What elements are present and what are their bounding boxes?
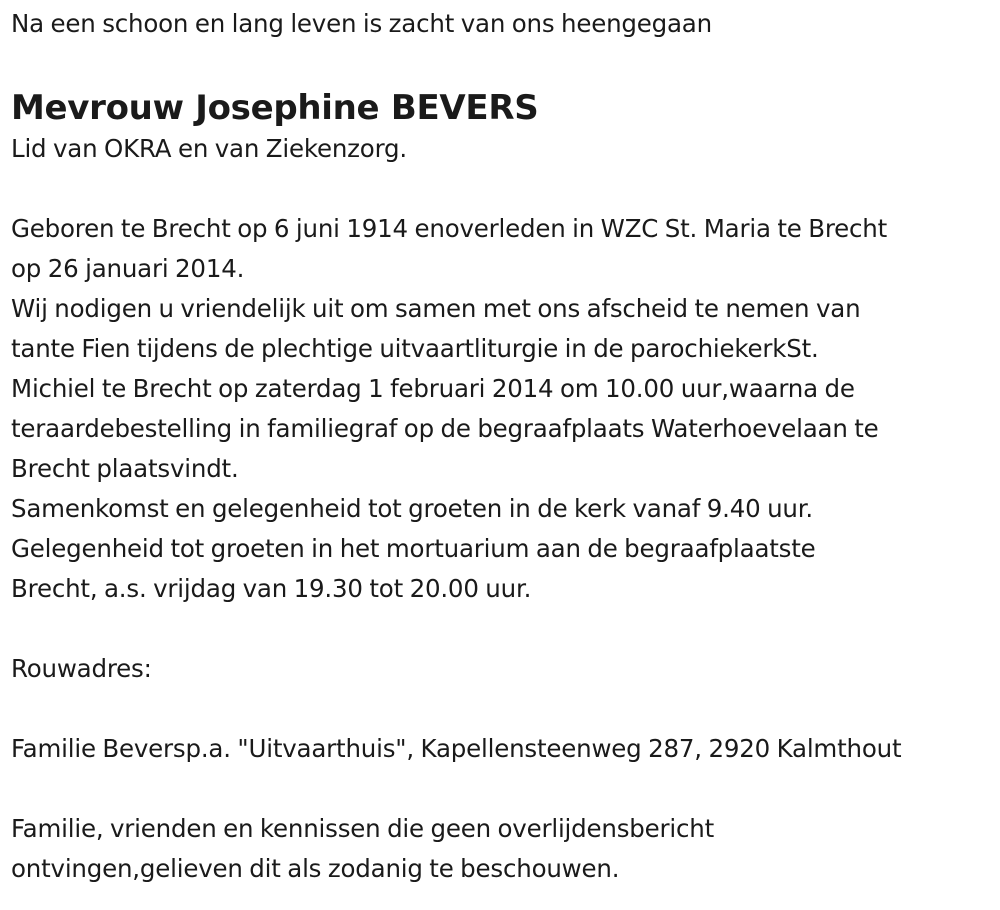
details-paragraph — [11, 209, 996, 609]
details-line: Michiel te Brecht op zaterdag 1 februari 2014 om 10.00 uur,waarna de — [11, 374, 855, 403]
mourning-address: Familie Beversp.a. "Uitvaarthuis", Kapellensteenweg 287, 2920 Kalmthout — [11, 734, 902, 763]
closing-paragraph — [11, 809, 996, 889]
details-line: Gelegenheid tot groeten in het mortuarium aan de begraafplaatste — [11, 534, 816, 563]
spacer — [11, 769, 996, 809]
details-line: Samenkomst en gelegenheid tot groeten in de kerk vanaf 9.40 uur. — [11, 494, 813, 523]
deceased-name: Mevrouw Josephine BEVERS — [11, 88, 539, 128]
spacer — [11, 169, 996, 209]
obituary-notice — [11, 0, 996, 889]
details-line: Brecht, a.s. vrijdag van 19.30 tot 20.00 uur. — [11, 574, 532, 603]
details-line: op 26 januari 2014. — [11, 254, 245, 283]
details-line: Brecht plaatsvindt. — [11, 454, 239, 483]
intro-text: Na een schoon en lang leven is zacht van ons heengegaan — [11, 9, 712, 38]
details-line: Geboren te Brecht op 6 juni 1914 enoverleden in WZC St. Maria te Brecht — [11, 214, 888, 243]
details-line: tante Fien tijdens de plechtige uitvaartliturgie in de parochiekerkSt. — [11, 334, 819, 363]
address-label: Rouwadres: — [11, 654, 152, 683]
closing-line: ontvingen,gelieven dit als zodanig te beschouwen. — [11, 854, 620, 883]
details-line: teraardebestelling in familiegraf op de begraafplaats Waterhoevelaan te — [11, 414, 879, 443]
closing-line: Familie, vrienden en kennissen die geen overlijdensbericht — [11, 814, 714, 843]
membership-text: Lid van OKRA en van Ziekenzorg. — [11, 134, 407, 163]
spacer — [11, 609, 996, 649]
details-line: Wij nodigen u vriendelijk uit om samen met ons afscheid te nemen van — [11, 294, 861, 323]
spacer — [11, 689, 996, 729]
